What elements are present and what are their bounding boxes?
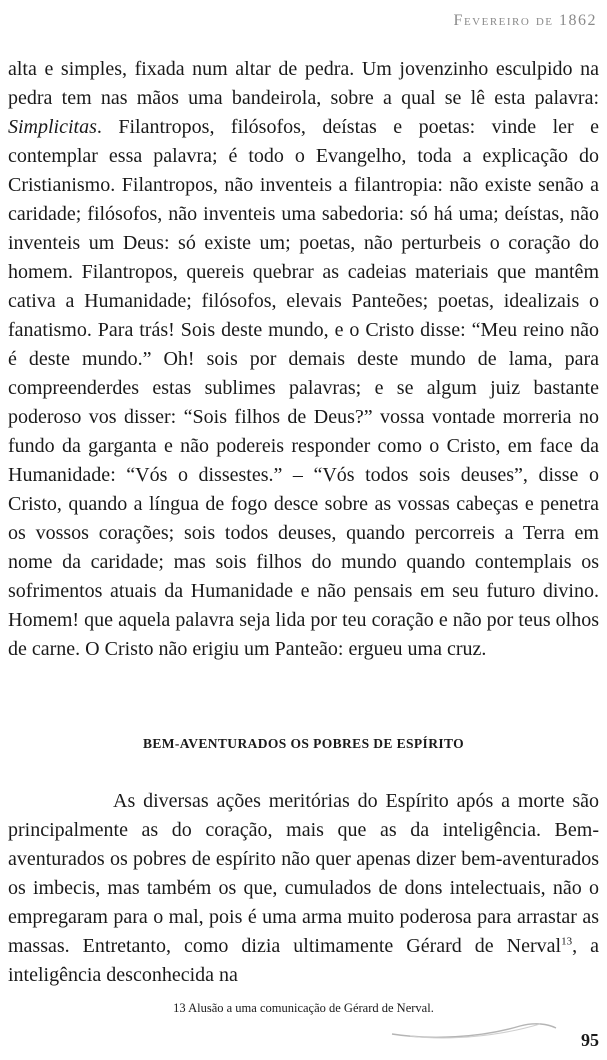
paragraph-2-text (8, 787, 599, 990)
footnote-reference[interactable]: 13 (561, 935, 573, 948)
italic-word: Simplicitas (8, 116, 97, 138)
running-head: Fevereiro de 1862 (453, 12, 597, 29)
paragraph-1-text (8, 55, 599, 664)
section-heading: BEM-AVENTURADOS OS POBRES DE ESPÍRITO (142, 736, 465, 751)
paragraph-2 (8, 787, 599, 990)
footnote: 13 Alusão a uma comunicação de Gérard de Nerval. (173, 1001, 434, 1015)
paragraph-2-lead: As diversas ações meritórias do Espírito após a morte são principalmente as do coração, mais que as da inteligência. Bem-aventurados os pobres de espírito não quer apenas dizer bem-aventurados os imbecis, mas também os que, cumulados de dons intelectuais, não o empregaram para o mal, pois é uma arma muito poderosa para arrastar as massas. Entretanto, como dizia ultimamente Gérard de Nerval (8, 790, 599, 957)
decorative-swoosh-icon (390, 1018, 560, 1042)
paragraph-1-rest: . Filantropos, filósofos, deístas e poetas: vinde ler e contemplar essa palavra; é todo o Evangelho, toda a explicação do Cristianismo. Filantropos, não inventeis a filantropia: não existe senão a caridade; filósofos, não inventeis uma sabedoria: só há uma; deístas, não inventeis um Deus: só existe um; poetas, não perturbeis o coração do homem. Filantropos, quereis quebrar as cadeias materiais que mantêm cativa a Humanidade; filósofos, elevais Panteões; poetas, idealizais o fanatismo. Para trás! Sois deste mundo, e o Cristo disse: “Meu reino não é deste mundo.” Oh! sois por demais deste mundo de lama, para compreenderdes estas sublimes palavras; e se algum juiz bastante poderoso vos disser: “Sois filhos de Deus?” vossa vontade morreria no fundo da garganta e não podereis responder como o Cristo, em face da Humanidade: “Vós o dissestes.” – “Vós todos sois deuses”, disse o Cristo, quando a língua de fogo desce sobre as vossas cabeças e penetra os vossos corações; sois todos deuses, quando percorreis a Terra em nome da caridade; mas sois filhos do mundo quando contemplais os sofrimentos atuais da Humanidade e não pensais em seu futuro divino. Homem! que aquela palavra seja lida por teu coração e não por teus olhos de carne. O Cristo não erigiu um Panteão: ergueu uma cruz. (8, 116, 599, 660)
paragraph-1 (8, 55, 599, 664)
paragraph-1-lead: alta e simples, fixada num altar de pedra. Um jovenzinho esculpido na pedra tem nas mãos uma bandeirola, sobre a qual se lê esta palavra: (8, 58, 599, 109)
paragraph-2-tail: , a inteligência desconhecida na (8, 935, 599, 986)
page-number: 95 (581, 1030, 599, 1050)
